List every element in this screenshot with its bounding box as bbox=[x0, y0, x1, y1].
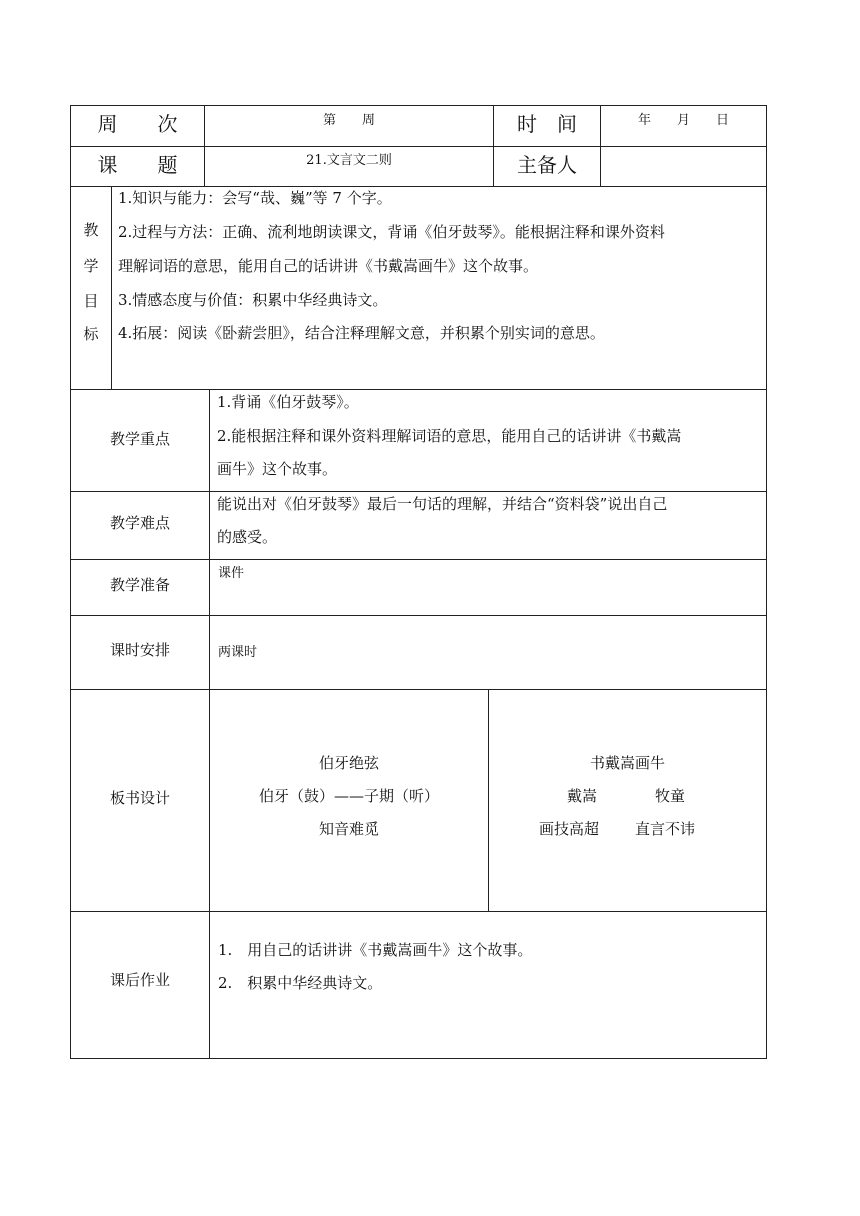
v-rule bbox=[488, 689, 489, 912]
homework-item: 1. 用自己的话讲讲《书戴嵩画牛》这个故事。 bbox=[218, 941, 533, 959]
h-rule bbox=[70, 491, 767, 492]
week-value: 第 周 bbox=[322, 113, 375, 128]
preparation-value: 课件 bbox=[218, 566, 245, 581]
preparer-label: 主备人 bbox=[517, 153, 577, 177]
week-label: 周 次 bbox=[97, 112, 178, 136]
h-rule bbox=[70, 615, 767, 616]
objectives-label-char: 学 bbox=[83, 257, 99, 275]
difficulty-line: 的感受。 bbox=[217, 528, 278, 546]
date-value: 年 月 日 bbox=[637, 113, 729, 128]
objective-item: 4.拓展：阅读《卧薪尝胆》，结合注释理解文意，并积累个别实词的意思。 bbox=[118, 324, 605, 342]
objective-item: 理解词语的意思，能用自己的话讲讲《书戴嵩画牛》这个故事。 bbox=[118, 257, 539, 275]
board-left-line: 知音难觅 bbox=[318, 820, 379, 838]
h-rule bbox=[70, 105, 767, 106]
objectives-label-char: 教 bbox=[83, 221, 99, 239]
schedule-value: 两课时 bbox=[218, 645, 258, 660]
schedule-label: 课时安排 bbox=[109, 641, 170, 659]
key-point-line: 1.背诵《伯牙鼓琴》。 bbox=[217, 393, 359, 411]
preparation-label: 教学准备 bbox=[109, 576, 170, 594]
difficulty-line: 能说出对《伯牙鼓琴》最后一句话的理解，并结合“资料袋”说出自己 bbox=[217, 495, 668, 513]
objective-item: 1.知识与能力：会写“哉、巍”等 7 个字。 bbox=[118, 189, 392, 207]
topic-label: 课 题 bbox=[97, 153, 178, 177]
homework-label: 课后作业 bbox=[109, 971, 170, 989]
objectives-label-char: 标 bbox=[83, 325, 99, 343]
time-label: 时 间 bbox=[517, 112, 577, 136]
h-rule bbox=[70, 389, 767, 390]
h-rule bbox=[70, 689, 767, 690]
board-right-cell: 直言不讳 bbox=[635, 820, 696, 838]
objective-item: 3.情感态度与价值：积累中华经典诗文。 bbox=[118, 291, 388, 309]
board-label: 板书设计 bbox=[109, 789, 170, 807]
objective-item: 2.过程与方法：正确、流利地朗读课文，背诵《伯牙鼓琴》。能根据注释和课外资料 bbox=[118, 223, 665, 241]
board-right-cell: 画技高超 bbox=[539, 820, 600, 838]
topic-value: 21.文言文二则 bbox=[306, 153, 392, 168]
h-rule bbox=[70, 911, 767, 912]
h-rule bbox=[70, 1058, 767, 1059]
key-points-label: 教学重点 bbox=[109, 430, 170, 448]
board-right-title: 书戴嵩画牛 bbox=[589, 754, 665, 772]
board-right-cell: 戴嵩 bbox=[567, 787, 598, 805]
h-rule bbox=[70, 559, 767, 560]
key-point-line: 画牛》这个故事。 bbox=[217, 460, 338, 478]
h-rule bbox=[70, 146, 767, 147]
key-point-line: 2.能根据注释和课外资料理解词语的意思，能用自己的话讲讲《书戴嵩 bbox=[217, 427, 682, 445]
difficulties-label: 教学难点 bbox=[109, 514, 170, 532]
board-left-line: 伯牙（鼓）——子期（听） bbox=[258, 787, 439, 805]
homework-item: 2. 积累中华经典诗文。 bbox=[218, 974, 383, 992]
objectives-label-char: 目 bbox=[83, 292, 99, 310]
v-rule bbox=[209, 389, 210, 1059]
v-rule bbox=[766, 105, 767, 1059]
v-rule bbox=[111, 186, 112, 390]
board-left-title: 伯牙绝弦 bbox=[318, 754, 379, 772]
board-right-cell: 牧童 bbox=[655, 787, 686, 805]
